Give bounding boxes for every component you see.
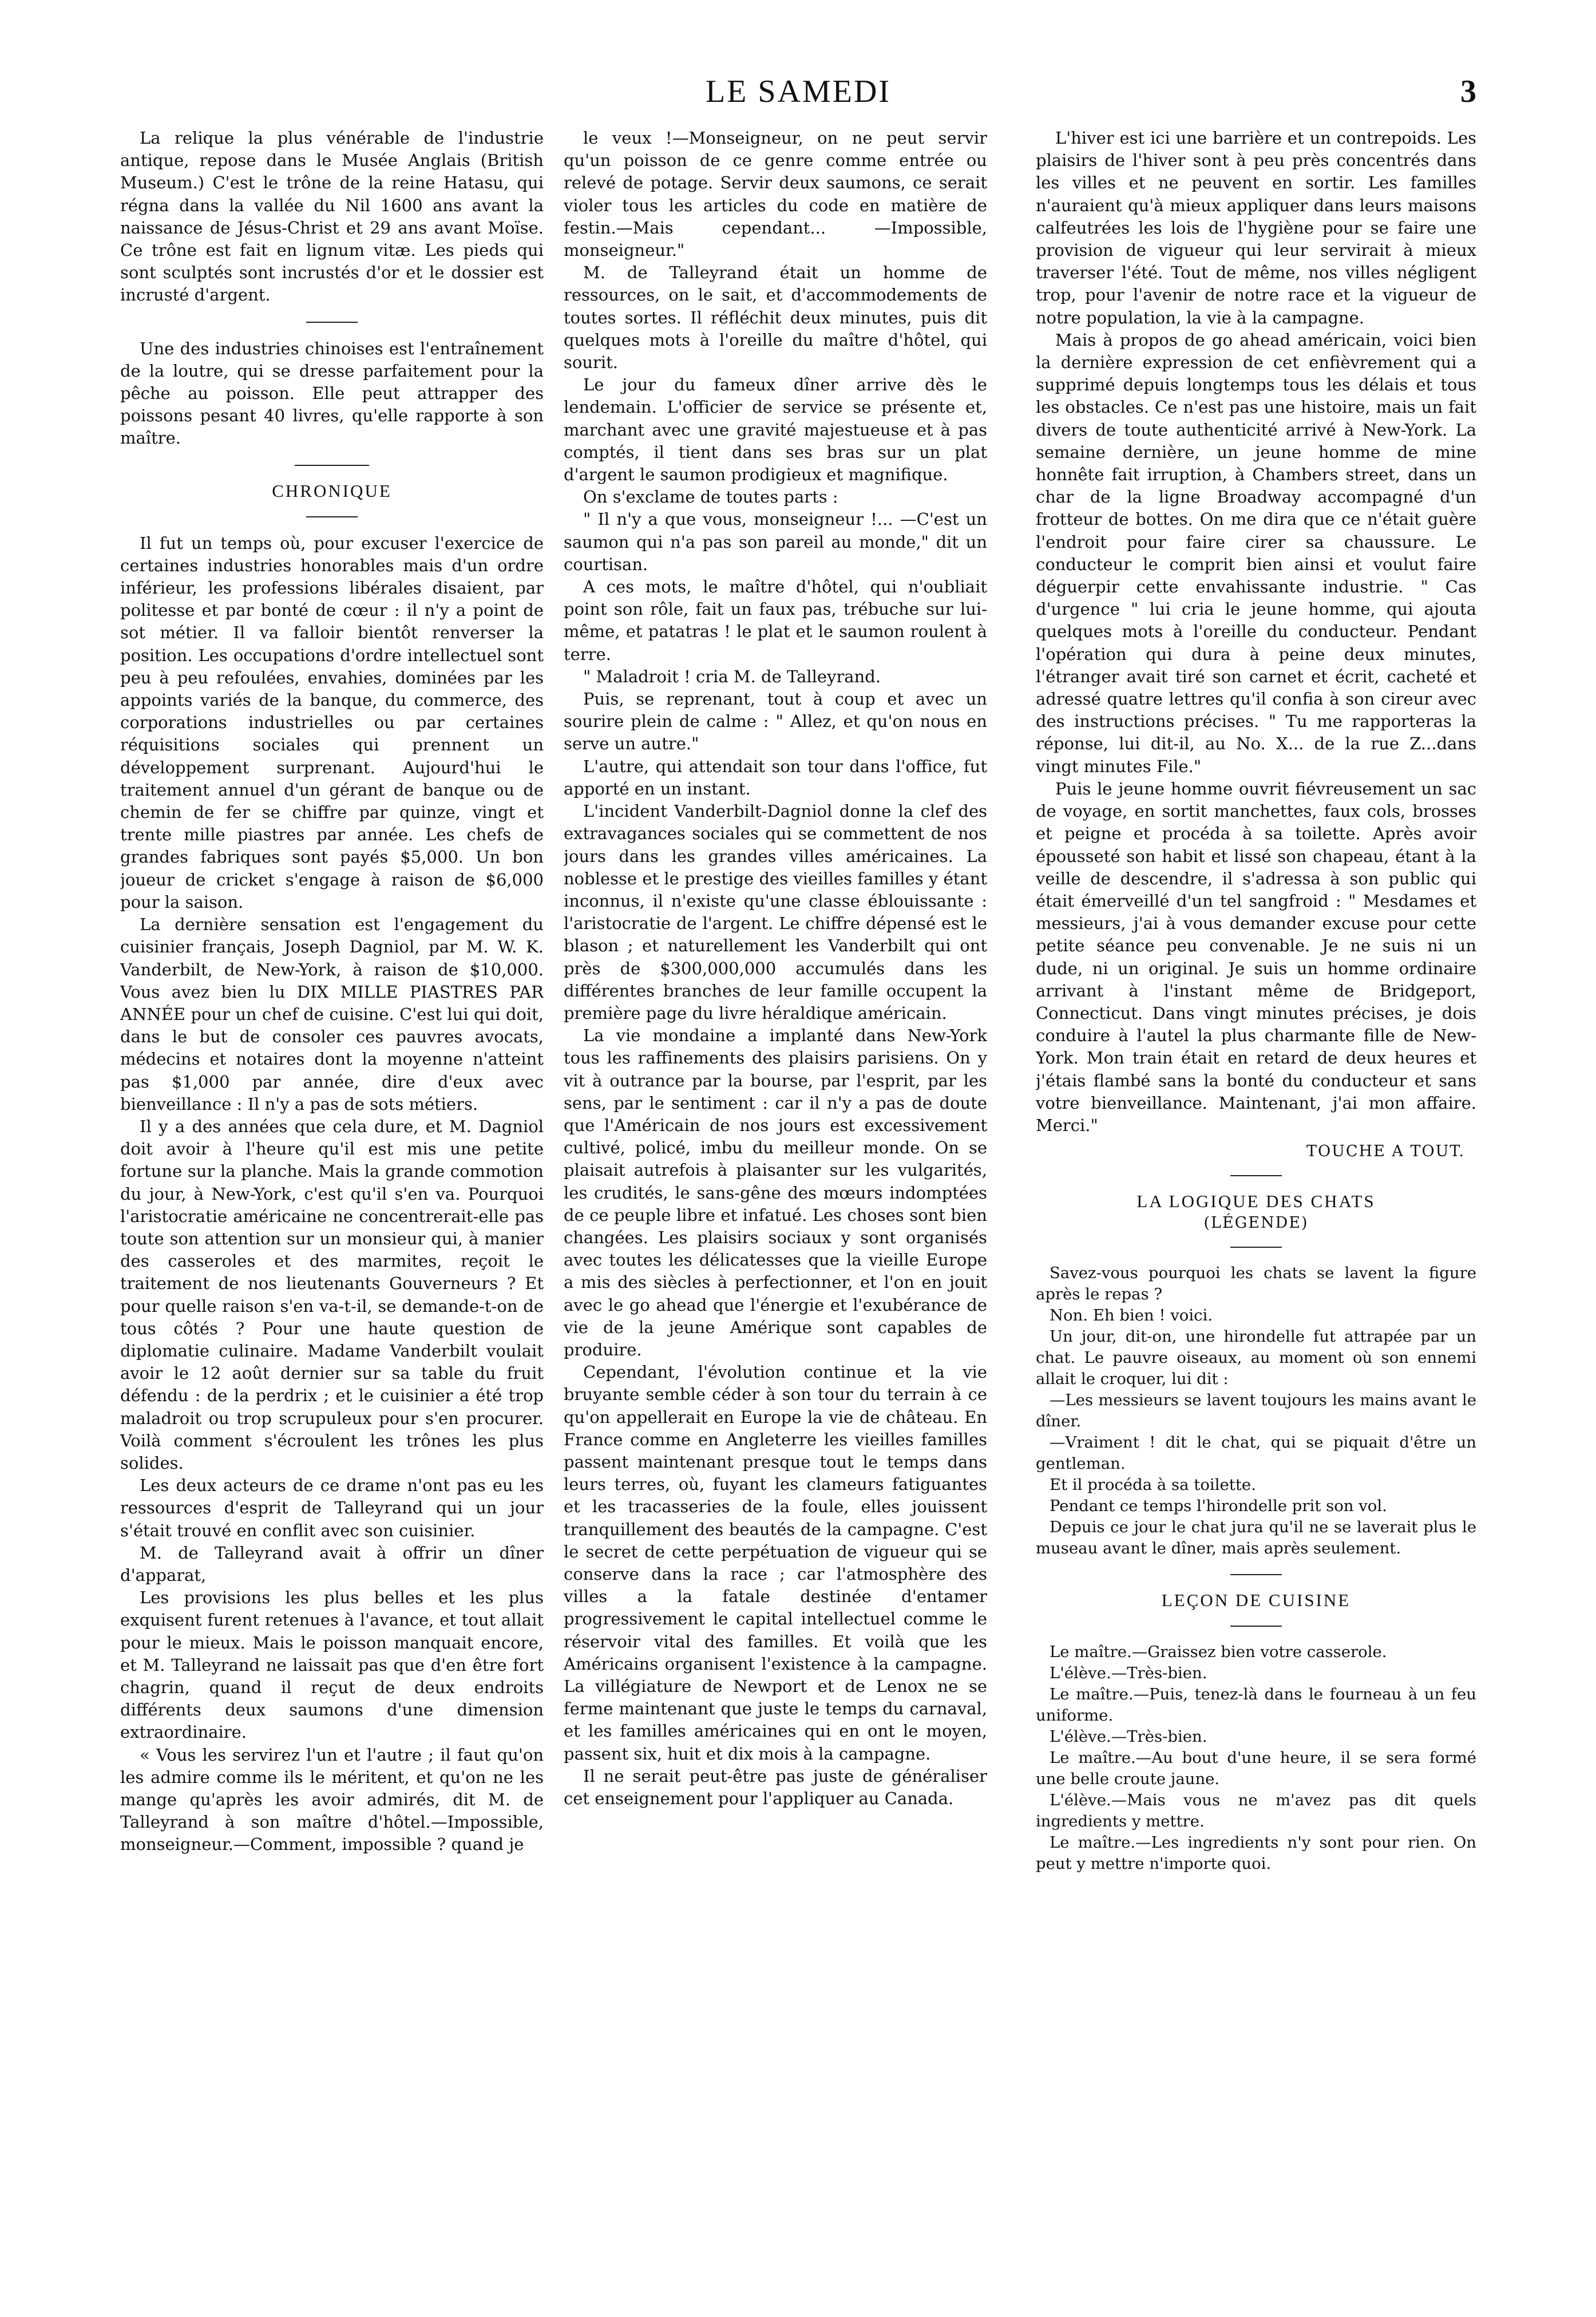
divider — [1230, 1175, 1282, 1176]
cuisine-heading: LEÇON DE CUISINE — [1161, 1590, 1351, 1611]
paragraph: Puis le jeune homme ouvrit fiévreusement un sac de voyage, en sortit manchettes, faux cols, brosses et peigne et procéda à sa toilette. Après avoir épousseté son habit et lissé son chapeau, étant à la veille de descendre, il s'adressa à son public qui était émerveillé d'un tel sangfroid : " Mesdames et messieurs, j'ai à vous demander excuse pour cette petite séance peu convenable. Je ne suis ni un dude, ni un original. Je suis un homme ordinaire arrivant à l'instant même de Bridgeport, Connecticut. Dans vingt minutes précises, je dois conduire à l'autel la plus charmante fille de New-York. Mon train était en retard de deux heures et j'étais flambé sans la bonté du conducteur et sans votre bienveillance. Maintenant, j'ai mon affaire. Merci." — [1036, 778, 1476, 1135]
paragraph: « Vous les servirez l'un et l'autre ; il faut qu'on les admire comme ils le méritent, et qu'on ne les mange qu'après les avoir admirés, dit M. de Talleyrand à son maître d'hôtel.—Impossible, monseigneur.—Comment, impossible ? quand je — [120, 1745, 544, 1855]
paragraph: —Les messieurs se lavent toujours les mains avant le dîner. — [1036, 1391, 1476, 1431]
article-relique: La relique la plus vénérable de l'industrie antique, repose dans le Musée Anglais (British Museum.) C'est le trône de la reine Hatasu, qui régna dans la vallée du Nil 1600 ans avant la naissance de Jésus-Christ et 29 ans avant Moïse. Ce trône est fait en lignum vitæ. Les pieds qui sont sculptés sont incrustés d'or et le dossier est incrusté d'argent. — [120, 128, 544, 305]
dialogue-line: Le maître.—Les ingredients n'y sont pour rien. On peut y mettre n'importe quoi. — [1036, 1833, 1476, 1873]
paragraph: Les deux acteurs de ce drame n'ont pas eu les ressources d'esprit de Talleyrand qui un jour s'était trouvé en conflit avec son cuisinier. — [120, 1476, 544, 1540]
chats-heading: LA LOGIQUE DES CHATS — [1136, 1191, 1376, 1212]
paragraph: —Vraiment ! dit le chat, qui se piquait d'être un gentleman. — [1036, 1433, 1476, 1473]
paragraph: Et il procéda à sa toilette. — [1050, 1476, 1256, 1494]
dialogue-line: Le maître.—Au bout d'une heure, il se sera formé une belle croute jaune. — [1036, 1749, 1476, 1789]
paragraph: A ces mots, le maître d'hôtel, qui n'oubliait point son rôle, fait un faux pas, trébuche sur lui-même, et patatras ! le plat et le saumon roulent à terre. — [564, 577, 987, 664]
newspaper-title: LE SAMEDI — [705, 74, 892, 109]
divider — [306, 322, 358, 323]
paragraph: La dernière sensation est l'engagement du cuisinier français, Joseph Dagniol, par M. W. K. Vanderbilt, de New-York, à raison de $10,000. Vous avez bien lu DIX MILLE PIASTRES PAR ANNÉE pour un chef de cuisine. C'est lui qui doit, dans le but de consoler ces pauvres avocats, médecins et notaires dont la moyenne n'atteint pas $1,000 par année, dire d'eux avec bienveillance : Il n'y a pas de sots métiers. — [120, 915, 544, 1114]
dialogue-line: Le maître.—Graissez bien votre casserole. — [1050, 1643, 1387, 1662]
column-3 — [1036, 127, 1476, 2302]
paragraph: Non. Eh bien ! voici. — [1050, 1306, 1213, 1325]
paragraph: Un jour, dit-on, une hirondelle fut attrapée par un chat. Le pauvre oiseaux, au moment où son ennemi allait le croquer, lui dit : — [1036, 1327, 1476, 1389]
paragraph: M. de Talleyrand était un homme de ressources, on le sait, et d'accommodements de toutes sortes. Il réfléchit deux minutes, puis dit quelques mots à l'oreille du maître d'hôtel, qui sourit. — [564, 263, 987, 373]
paragraph: Mais à propos de go ahead américain, voici bien la dernière expression de cet enfièvrement qui a supprimé depuis longtemps tous les délais et tous les obstacles. Ce n'est pas une histoire, mais un fait divers de toute authenticité arrivé à New-York. La semaine dernière, un jeune homme de mine honnête fait irruption, à Chambers street, dans un char de la ligne Broadway accompagné d'un frotteur de bottes. On me dira que ce n'était guère l'endroit pour faire cirer sa chaussure. Le conducteur le comprit bien ainsi et voulut faire déguerpir cette envahissante industrie. " Cas d'urgence " lui cria le jeune homme, qui ajouta quelques mots à l'oreille du conducteur. Pendant l'opération qui dura à peine deux minutes, l'étranger avait tiré son carnet et écrit, cacheté et adressé quatre lettres qu'il confia à son cireur avec des instructions précises. " Tu me rapporteras la réponse, lui dit-il, au No. X... de la rue Z...dans vingt minutes File." — [1036, 330, 1476, 776]
paragraph: Le jour du fameux dîner arrive dès le lendemain. L'officier de service se présente et, marchant avec une gravité majestueuse et à pas comptés, il tient dans ses bras sur un plat d'argent le saumon prodigieux et magnifique. — [564, 375, 987, 485]
paragraph: M. de Talleyrand avait à offrir un dîner d'apparat, — [120, 1543, 544, 1585]
paragraph: Depuis ce jour le chat jura qu'il ne se laverait plus le museau avant le dîner, mais après seulement. — [1036, 1518, 1476, 1558]
paragraph: Il y a des années que cela dure, et M. Dagniol doit avoir à l'heure qu'il est mis une petite fortune sur la planche. Mais la grande commotion du jour, à New-York, c'est qu'il s'en va. Pourquoi l'aristocratie américaine ne concentrerait-elle pas toute son attention sur un monsieur qui, à manier des casseroles et des marmites, reçoit le traitement de nos lieutenants Gouverneurs ? Et pour quelle raison s'en va-t-il, se demande-t-on de tous côtés ? Pour une haute question de diplomatie culinaire. Madame Vanderbilt voulait avoir le 12 août dernier sur sa table du fruit défendu : de la perdrix ; et le cuisinier a été trop maladroit ou trop scrupuleux pour s'en procurer. Voilà comment s'écroulent les trônes les plus solides. — [120, 1116, 544, 1473]
dialogue-line: Le maître.—Puis, tenez-là dans le fourneau à un feu uniforme. — [1036, 1685, 1476, 1725]
divider — [1230, 1247, 1282, 1248]
divider — [1230, 1626, 1282, 1627]
paragraph: La vie mondaine a implanté dans New-York tous les raffinements des plaisirs parisiens. On y vit à outrance par la bourse, par l'esprit, par les sens, par le sentiment : car il n'y a pas de doute que l'Américain de nos jours est excessivement cultivé, policé, imbu du meilleur monde. On se plaisait autrefois à plaisanter sur les vulgarités, les crudités, le sans-gêne des mœurs indomptées de ce peuple libre et infatué. Les choses sont bien changées. Les plaisirs sociaux y sont organisés avec toutes les délicatesses que la vieille Europe a mis des siècles à perfectionner, et l'on en jouit avec le go ahead que l'énergie et l'exubérance de vie de la jeune Amérique sont capables de produire. — [564, 1026, 987, 1359]
paragraph: L'incident Vanderbilt-Dagniol donne la clef des extravagances sociales qui se commettent de nos jours dans les grandes villes américaines. La noblesse et le prestige des vieilles familles y étant inconnus, il n'existe qu'une classe éblouissante : l'aristocratie de l'argent. Le chiffre dépensé est le blason ; et naturellement les Vanderbilt qui ont près de $300,000,000 accumulés dans les différentes branches de leur famille occupent la première page du livre héraldique américain. — [564, 801, 987, 1023]
paragraph: Pendant ce temps l'hirondelle prit son vol. — [1050, 1497, 1387, 1516]
paragraph: L'hiver est ici une barrière et un contrepoids. Les plaisirs de l'hiver sont à peu près concentrés dans les villes et ne peuvent en sortir. Les familles n'auraient qu'à mieux appliquer dans leurs maisons calfeutrées les lois de l'hygiène pour se faire une provision de vigueur qui leur servirait à mieux traverser l'été. Tout de même, nos villes négligent trop, pour l'avenir de notre race et la vigueur de notre population, la vie à la campagne. — [1036, 128, 1476, 327]
chronique-heading: CHRONIQUE — [272, 480, 392, 501]
page-number: 3 — [1460, 74, 1476, 109]
divider — [306, 516, 358, 517]
divider — [295, 465, 369, 466]
paragraph: On s'exclame de toutes parts : — [583, 487, 838, 507]
dialogue-line: L'élève.—Très-bien. — [1050, 1664, 1207, 1683]
paragraph: " Il n'y a que vous, monseigneur !... —C'est un saumon qui n'a pas son pareil au monde," dit un courtisan. — [564, 509, 987, 574]
page-header — [120, 73, 1476, 119]
paragraph: Cependant, l'évolution continue et la vie bruyante semble céder à son tour du terrain à ce qu'on appellerait en Europe la vie de château. En France comme en Angleterre les vieilles familles passent maintenant presque tout le temps dans leurs terres, où, fuyant les clameurs fatiguantes et les tracasseries de la foule, elles jouissent tranquillement des beautés de la campagne. C'est le secret de cette perpétuation de vigueur qui se conserve dans la race ; car l'atmosphère des villes a la fatale destinée d'entamer progressivement le capital intellectuel comme le réservoir vital des familles. Et voilà que les Américains organisent l'existence à la campagne. La villégiature de Newport et de Lenox ne se ferme maintenant que juste le temps du carnaval, et les familles américaines qui en ont le moyen, passent six, huit et dix mois à la campagne. — [564, 1362, 987, 1764]
paragraph: Savez-vous pourquoi les chats se lavent la figure après le repas ? — [1036, 1264, 1476, 1304]
paragraph: le veux !—Monseigneur, on ne peut servir qu'un poisson de ce genre comme entrée ou relevé de potage. Servir deux saumons, ce serait violer tous les articles du code en matière de festin.—Mais cependant... —Impossible, monseigneur." — [564, 128, 987, 260]
paragraph: Les provisions les plus belles et les plus exquisent furent retenues à l'avance, et tout allait pour le mieux. Mais le poisson manquait encore, et M. Talleyrand ne laissait pas que d'en être fort chagrin, quand il reçut de deux endroits différents deux saumons d'une dimension extraordinaire. — [120, 1588, 544, 1742]
divider — [1230, 1574, 1282, 1575]
column-1 — [120, 127, 544, 2302]
article-loutre: Une des industries chinoises est l'entraînement de la loutre, qui se dresse parfaitement pour la pêche au poisson. Elle peut attrapper des poissons pesant 40 livres, qu'elle rapporte à son maître. — [120, 338, 544, 448]
dialogue-line: L'élève.—Mais vous ne m'avez pas dit quels ingredients y mettre. — [1036, 1791, 1476, 1831]
dialogue-line: L'élève.—Très-bien. — [1050, 1727, 1207, 1746]
paragraph: " Maladroit ! cria M. de Talleyrand. — [583, 666, 881, 686]
paragraph: L'autre, qui attendait son tour dans l'office, fut apporté en un instant. — [564, 756, 987, 798]
paragraph: Puis, se reprenant, tout à coup et avec un sourire plein de calme : " Allez, et qu'on nous en serve un autre." — [564, 689, 987, 754]
chats-subheading: (LÉGENDE) — [1203, 1214, 1309, 1232]
column-2 — [564, 127, 987, 2302]
author-signature: TOUCHE A TOUT. — [1306, 1142, 1465, 1161]
paragraph: Il fut un temps où, pour excuser l'exercice de certaines industries honorables mais d'un ordre inférieur, les professions libérales disaient, par politesse et par bonté de cœur : il n'y a point de sot métier. Il va falloir bientôt renverser la position. Les occupations d'ordre intellectuel sont peu à peu refoulées, envahies, dominées par les appoints variés de la banque, du commerce, des corporations industrielles ou par certaines réquisitions sociales qui prennent un développement surprenant. Aujourd'hui le traitement annuel d'un gérant de banque ou de chemin de fer se chiffre par quinze, vingt et trente mille piastres par année. Les chefs de grandes fabriques sont payés $5,000. Un bon joueur de cricket s'engage à raison de $6,000 pour la saison. — [120, 533, 544, 912]
paragraph: Il ne serait peut-être pas juste de généraliser cet enseignement pour l'appliquer au Canada. — [564, 1766, 987, 1809]
